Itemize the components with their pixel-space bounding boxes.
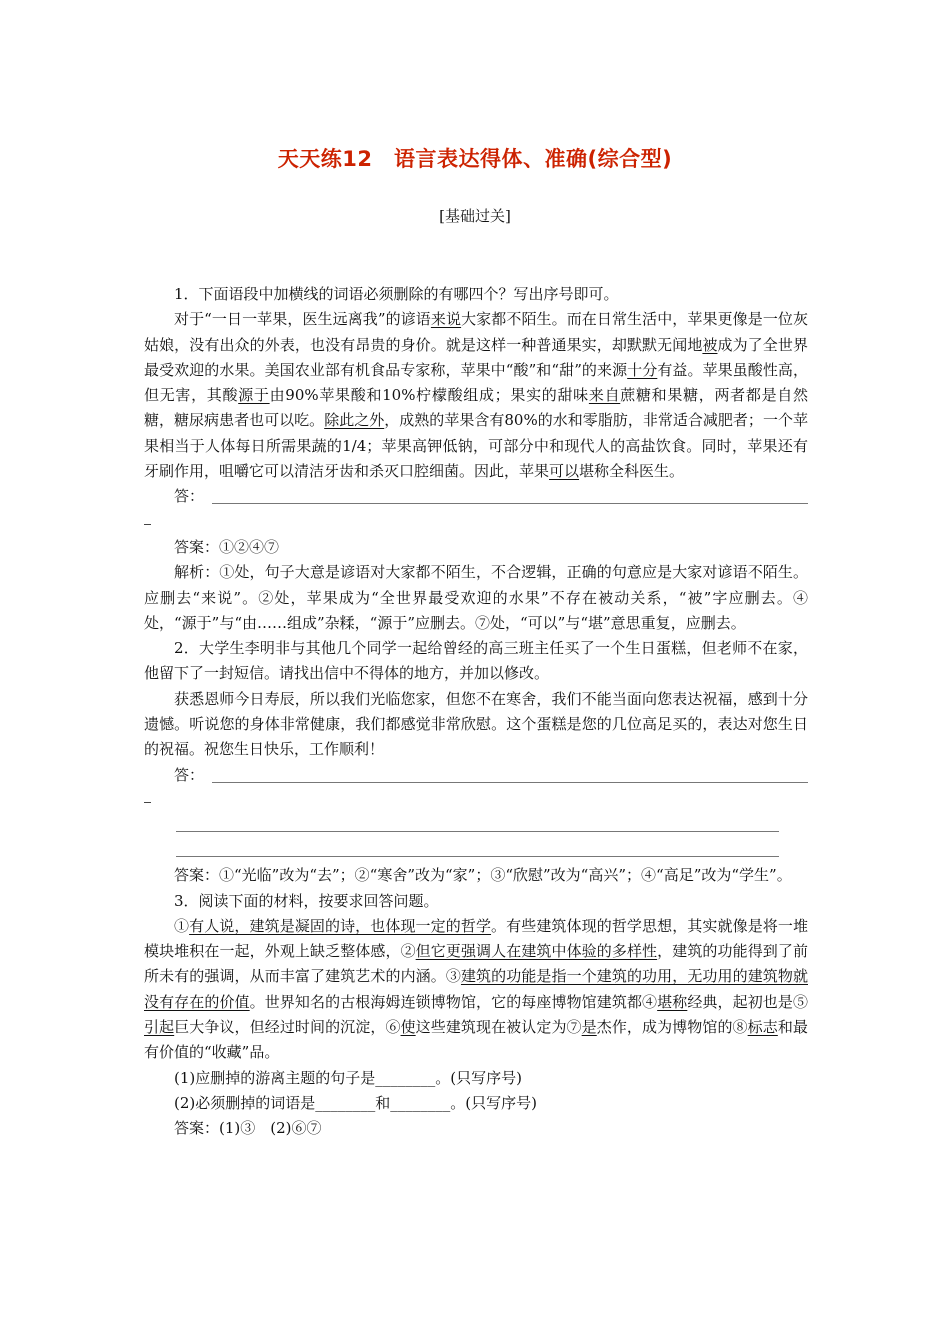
text-run: 杰作，成为博物馆的⑧ xyxy=(596,1018,748,1037)
underlined-term-5: 来自 xyxy=(588,386,621,405)
underlined-term-2: 被 xyxy=(702,335,718,354)
dash-mark xyxy=(144,802,151,803)
q1-answer-label: 答： xyxy=(174,487,205,506)
text-run: 这些建筑现在被认定为⑦ xyxy=(415,1018,582,1037)
page-title: 天天练12 语言表达得体、准确(综合型) xyxy=(277,147,673,171)
text-run: 由90%苹果酸和10%柠檬酸组成；果实的甜味 xyxy=(269,386,589,405)
text-run: 巨大争议，但经过时间的沉淀，⑥ xyxy=(174,1018,401,1037)
q2-prompt: 2．大学生李明非与其他几个同学一起给曾经的高三班主任买了一个生日蛋糕，但老师不在家，他留下了一封短信。请找出信中不得体的地方，并加以修改。 xyxy=(144,639,808,683)
text-run: 成为了全世界最受欢迎的水果。美国农业部有机食品专家称，苹果中“酸”和“甜”的来源 xyxy=(144,335,808,379)
answer-rule xyxy=(212,782,808,783)
line-continuation xyxy=(144,788,808,813)
q2-letter: 获悉恩师今日寿辰，所以我们光临您家，但您不在寒舍，我们不能当面向您表达祝福，感到十分遗憾。听说您的身体非常健康，我们都感觉非常欣慰。这个蛋糕是您的几位高足买的，表达对您生日的祝福。祝您生日快乐，工作顺利！ xyxy=(144,689,808,759)
section-heading: [基础过关] xyxy=(439,207,511,225)
q1-prompt: 1．下面语段中加横线的词语必须删除的有哪四个？写出序号即可。 xyxy=(174,285,619,303)
q1-passage xyxy=(144,307,808,484)
q2-answer-label: 答： xyxy=(174,765,205,784)
text-run: 。世界知名的古根海姆连锁博物馆，它的每座博物馆建筑都④ xyxy=(249,992,658,1011)
line-continuation xyxy=(144,510,808,535)
text-run: 蔗糖和果糖，两者都是自然糖，糖尿病患者也可以吃。 xyxy=(144,386,808,430)
text-run: ，成熟的苹果含有80%的水和零脂肪，非常适合减肥者；一个苹果相当于人体每日所需果蔬的1/4；苹果高钾低钠，可部分中和现代人的高盐饮食。同时，苹果还有牙刷作用，咀嚼它可以清洁牙齿和杀灭口腔细菌。因此，苹果 xyxy=(144,411,808,481)
underlined-term-4: 源于 xyxy=(238,386,270,405)
underlined-term-6: 使 xyxy=(400,1018,416,1037)
text-run: ，建筑的功能得到了前所未有的强调，从而丰富了建筑艺术的内涵。③ xyxy=(144,942,808,986)
underlined-sentence-3: 建筑的功能是指一个建筑的功用，无功用的建筑物就没有存在的价值 xyxy=(144,967,808,1011)
underlined-term-7: 是 xyxy=(581,1018,597,1037)
q3-answer: 答案：(1)③ (2)⑥⑦ xyxy=(174,1119,322,1138)
answer-blank-line xyxy=(144,838,808,863)
underlined-sentence-2: 但它更强调人在建筑中体验的多样性 xyxy=(415,942,658,961)
q3-prompt: 3．阅读下面的材料，按要求回答问题。 xyxy=(174,891,439,910)
text-run: ① xyxy=(174,916,190,935)
document-body xyxy=(144,282,808,1142)
answer-blank-line xyxy=(144,813,808,838)
q1-answer: 答案：①②④⑦ xyxy=(174,537,280,556)
text-run: 大家都不陌生。而在日常生活中，苹果更像是一位灰姑娘，没有出众的外表，也没有昂贵的身价。就是这样一种普通果实，却默默无闻地 xyxy=(144,310,808,354)
underlined-term-4: 堪称 xyxy=(657,992,688,1011)
answer-rule xyxy=(212,503,808,504)
underlined-sentence-1: 有人说，建筑是凝固的诗，也体现一定的哲学 xyxy=(189,916,492,935)
underlined-term-8: 标志 xyxy=(747,1018,778,1037)
underlined-term-7: 可以 xyxy=(549,462,580,481)
underlined-term-5: 引起 xyxy=(144,1018,175,1037)
text-run: 。有些建筑体现的哲学思想，其实就像是将一堆模块堆积在一起，外观上缺乏整体感，② xyxy=(144,916,808,961)
underlined-term-1: 来说 xyxy=(430,310,462,329)
underlined-term-6: 除此之外 xyxy=(324,411,385,430)
dash-mark xyxy=(144,524,151,525)
q3-sub-question-2: (2)必须删掉的词语是________和________。(只写序号) xyxy=(174,1093,537,1112)
text-run: 和最有价值的“收藏”品。 xyxy=(144,1018,808,1062)
text-run: 有益。苹果虽酸性高，但无害，其酸 xyxy=(144,360,808,405)
text-run: 经典，起初也是⑤ xyxy=(687,992,808,1011)
q3-sub-question-1: (1)应删掉的游离主题的句子是________。(只写序号) xyxy=(174,1068,522,1087)
underlined-term-3: 十分 xyxy=(627,360,658,379)
q3-passage xyxy=(144,914,808,1066)
text-run: 堪称全科医生。 xyxy=(579,462,685,481)
text-run: 对于“一日一苹果，医生远离我”的谚语 xyxy=(174,310,431,329)
q2-answer-line xyxy=(144,763,808,788)
q2-answer: 答案：①“光临”改为“去”；②“寒舍”改为“家”；③“欣慰”改为“高兴”；④“高足”改为“学生”。 xyxy=(174,866,792,885)
q1-answer-line xyxy=(144,484,808,509)
q1-analysis: 解析：①处，句子大意是谚语对大家都不陌生，不合逻辑，正确的句意应是大家对谚语不陌生。应删去“来说”。②处，苹果成为“全世界最受欢迎的水果”不存在被动关系，“被”字应删去。④处，“源于”与“由……组成”杂糅，“源于”应删去。⑦处，“可以”与“堪”意思重复，应删去。 xyxy=(144,563,808,632)
